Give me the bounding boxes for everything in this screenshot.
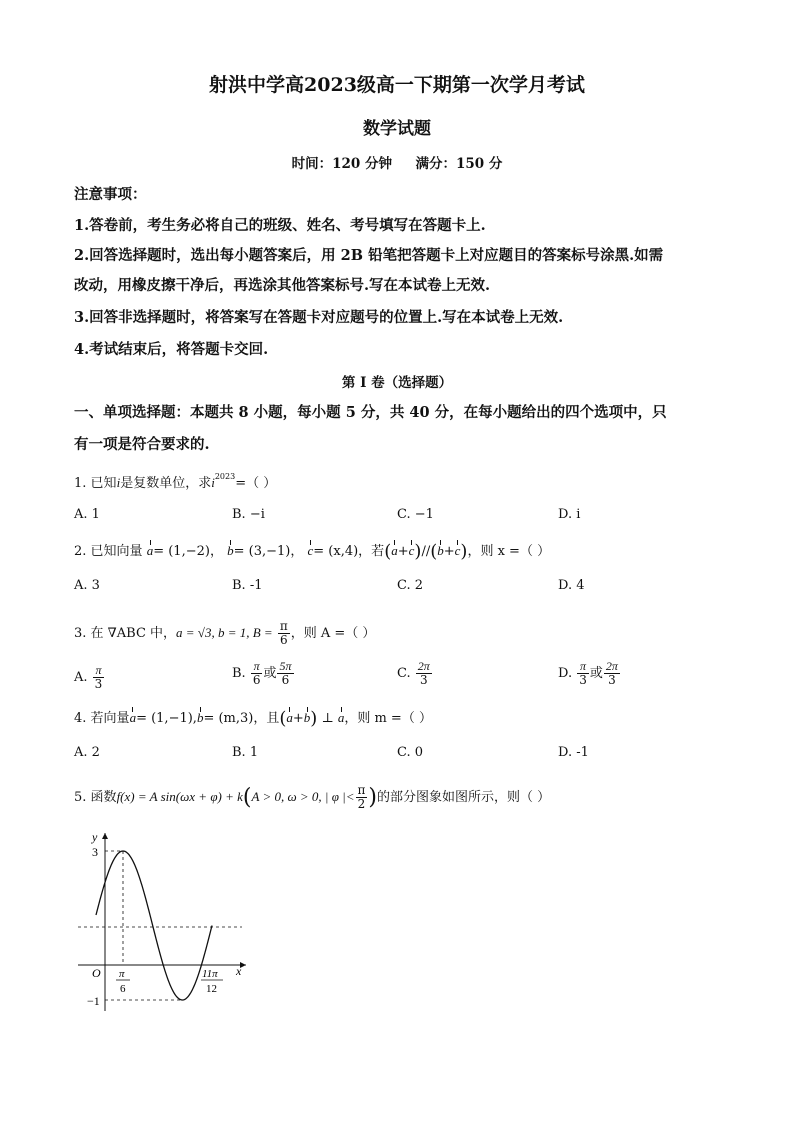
q3-option-d[interactable]: D. $\frac{\pi}{3}$ 或 $\frac{2\pi}{3}$: [558, 659, 618, 687]
x2-num: 11π: [202, 968, 218, 980]
q3-option-b[interactable]: B. $\frac{\pi}{6}$ 或 $\frac{5\pi}{6}$: [232, 659, 292, 687]
note-item-1: 1.答卷前，考生务必将自己的班级、姓名、考号填写在答题卡上.: [74, 217, 486, 234]
x1-num: π: [119, 968, 125, 980]
question-2: 2. 已知向量 a= (1,−2)， b= (3,−1)， c= (x,4)，若(a+c)//(b+c)，则 x =（ ）: [74, 541, 551, 562]
q1-option-d[interactable]: D. i: [558, 507, 581, 522]
question-1: 1. 已知i是复数单位，求$i^{2023}=$（ ）: [74, 472, 277, 491]
note-item-2-cont: 改动，用橡皮擦干净后，再选涂其他答案标号.写在本试卷上无效.: [74, 277, 491, 294]
q1-option-a[interactable]: A. 1: [74, 507, 100, 522]
origin-label: O: [92, 966, 101, 980]
section-instruction-1: 一、单项选择题：本题共 8 小题，每小题 5 分，共 40 分，在每小题给出的四个选项中，只: [74, 404, 667, 421]
question-number: 1.: [74, 476, 87, 491]
note-item-2: 2.回答选择题时，选出每小题答案后，用 2B 铅笔把答题卡上对应题目的答案标号涂黑.如需: [74, 247, 664, 264]
q1-option-c[interactable]: C. −1: [397, 507, 434, 522]
note-item-4: 4.考试结束后，将答题卡交回.: [74, 341, 269, 358]
y-axis-label: y: [92, 830, 98, 844]
page-subtitle: 数学试题: [363, 119, 431, 139]
x2-den: 12: [206, 983, 217, 995]
q3-option-c[interactable]: C. $\frac{2\pi}{3}$: [397, 659, 430, 687]
q2-option-a[interactable]: A. 3: [74, 578, 100, 593]
section-title: 第 I 卷（选择题）: [341, 375, 453, 391]
question-3: 3. 在 ∇ABC 中，a = √3, b = 1, B = $\frac{\pi}{6}$ ，则 A =（ ）: [74, 619, 376, 647]
notes-heading: 注意事项：: [74, 186, 147, 203]
q4-option-a[interactable]: A. 2: [74, 745, 100, 760]
q3-option-a[interactable]: A. $\frac{\pi}{3}$: [74, 663, 103, 691]
q1-option-b[interactable]: B. −i: [232, 507, 265, 522]
q4-option-b[interactable]: B. 1: [232, 745, 259, 760]
note-item-3: 3.回答非选择题时，将答案写在答题卡对应题号的位置上.写在本试卷上无效.: [74, 309, 564, 326]
q2-option-d[interactable]: D. 4: [558, 578, 585, 593]
y-bottom-label: −1: [87, 994, 100, 1008]
exam-info: 时间：120 分钟 满分：150 分: [291, 156, 503, 172]
q2-option-b[interactable]: B. -1: [232, 578, 263, 593]
q5-graph: [70, 825, 260, 1020]
x1-den: 6: [120, 983, 126, 995]
y-top-label: 3: [92, 845, 98, 859]
question-4: 4. 若向量a= (1,−1),b= (m,3)，且(a+b) ⊥ a，则 m =（ ）: [74, 708, 432, 729]
q4-option-c[interactable]: C. 0: [397, 745, 424, 760]
sine-curve: [96, 851, 212, 1000]
page-title: 射洪中学高2023级高一下期第一次学月考试: [209, 74, 585, 96]
question-5: 5. 函数f(x) = A sin(ωx + φ) + k(A > 0, ω > 0, | φ |< $\frac{\pi}{2}$ )的部分图象如图所示，则（ ）: [74, 783, 551, 811]
q4-option-d[interactable]: D. -1: [558, 745, 589, 760]
x-axis-label: x: [236, 964, 242, 978]
section-instruction-2: 有一项是符合要求的.: [74, 436, 210, 453]
q2-option-c[interactable]: C. 2: [397, 578, 424, 593]
